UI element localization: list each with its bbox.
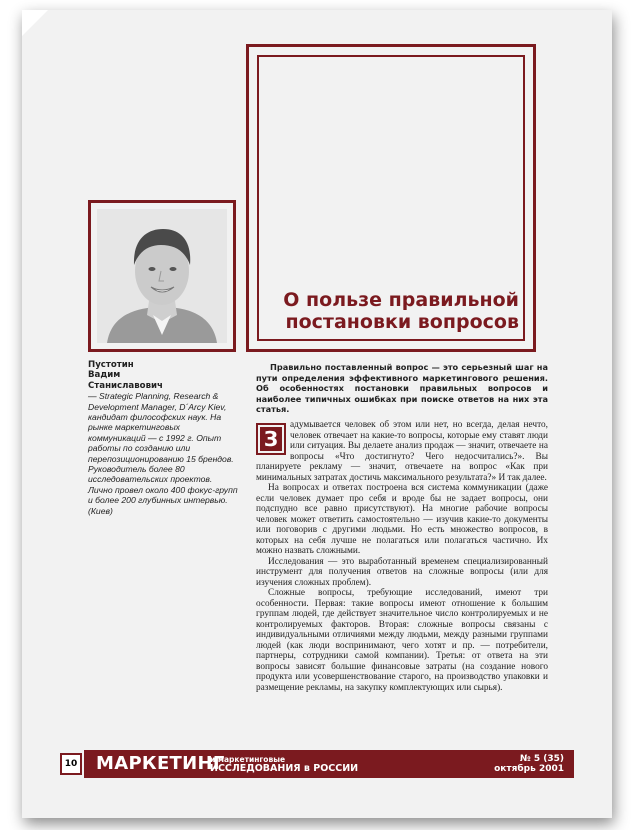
title-frame (246, 44, 536, 352)
author-name-line-1: Пустотин (88, 360, 134, 370)
page-number: 10 (60, 753, 82, 775)
article-title (283, 289, 519, 333)
author-name-line-3: Станиславович (88, 380, 163, 391)
issue-number: № 5 (35) (519, 754, 564, 764)
page-corner-fold (22, 10, 48, 36)
magazine-logo-sub-1: и маркетинговые (210, 755, 286, 764)
footer-bar (56, 750, 574, 778)
article-lead: Правильно поставленный вопрос — это серьезный шаг на пути определения эффективного маркетингового решения. Об особенностях постановки правильных вопросов и наиболее типичных ошибках при поиске ответов на них эта статья. (256, 362, 548, 415)
paragraph-1: адумывается человек об этом или нет, но всегда, делая нечто, человек отвечает на какие-то вопросы, которые ему ставят люди или ситуация. Вы делаете анализ продаж — значит, отвечаете на вопросы «Что достигнуто? Чего недосчитались?». Вы планируете рекламу — значит, отвечаете на вопрос «Как при минимальных затратах достичь максимального результата?» И так далее. (256, 420, 548, 483)
author-info (88, 360, 238, 516)
article-title-line-1: О пользе правильной (283, 289, 519, 311)
magazine-logo-main: МАРКЕТИНГ (96, 753, 225, 774)
article-body (256, 420, 548, 693)
magazine-page (22, 10, 612, 818)
author-city: (Киев) (88, 505, 113, 516)
author-portrait-image (97, 209, 227, 343)
page-number-box (56, 750, 84, 778)
issue-date: октябрь 2001 (494, 764, 564, 774)
article-title-line-2: постановки вопросов (285, 311, 519, 333)
issue-info (494, 754, 564, 774)
author-photo (97, 209, 227, 343)
magazine-logo-sub-2: ИССЛЕДОВАНИЯ в РОССИИ (210, 763, 359, 774)
paragraph-4: Сложные вопросы, требующие исследований, имеют три особенности. Первая: такие вопросы имеют отношение к большим группам людей, где действует значительное число контролируемых и не контролируемых факторов. Вторая: сложные вопросы связаны с индивидуальными отличиями между людьми, между разными группами людей (как люди воспринимают, чего хотят и пр. — потребители, партнеры, сотрудники самой компании). Третья: от ответа на эти вопросы зависят большие финансовые затраты (на создание нового продукта или усовершенствование старого, на производство упаковки и размещение рекламы, на закупку комплектующих или сырья). (256, 588, 548, 693)
author-name-line-2: Вадим (88, 370, 121, 381)
author-photo-frame (88, 200, 236, 352)
dropcap (256, 423, 286, 455)
author-bio: — Strategic Planning, Research & Development Manager, D´Arcy Kiev, кандидат философских наук. На рынке маркетинговых коммуникаций — с 1992 г. Опыт работы по созданию или перепозиционированию 15 брендов. Руководитель более 80 исследовательских проектов. Лично провел около 400 фокус-групп и более 200 глубинных интервью. (88, 391, 238, 506)
paragraph-2: На вопросах и ответах построена вся система коммуникации (даже если человек думает про себя и вроде бы не задает вопросы, они подспудно все равно присутствуют). На многие рабочие вопросы человек может ответить самостоятельно — изучив какие-то документы или поговорив с другими людьми. Но есть множество вопросов, в которых на себя лучше не полагаться или полагаться частично. Их можно назвать сложными. (256, 483, 548, 556)
paragraph-3: Исследования — это выработанный временем специализированный инструмент для получения ответов на сложные вопросы (или для изучения сложных проблем). (256, 556, 548, 588)
dropcap-letter: З (260, 427, 282, 451)
